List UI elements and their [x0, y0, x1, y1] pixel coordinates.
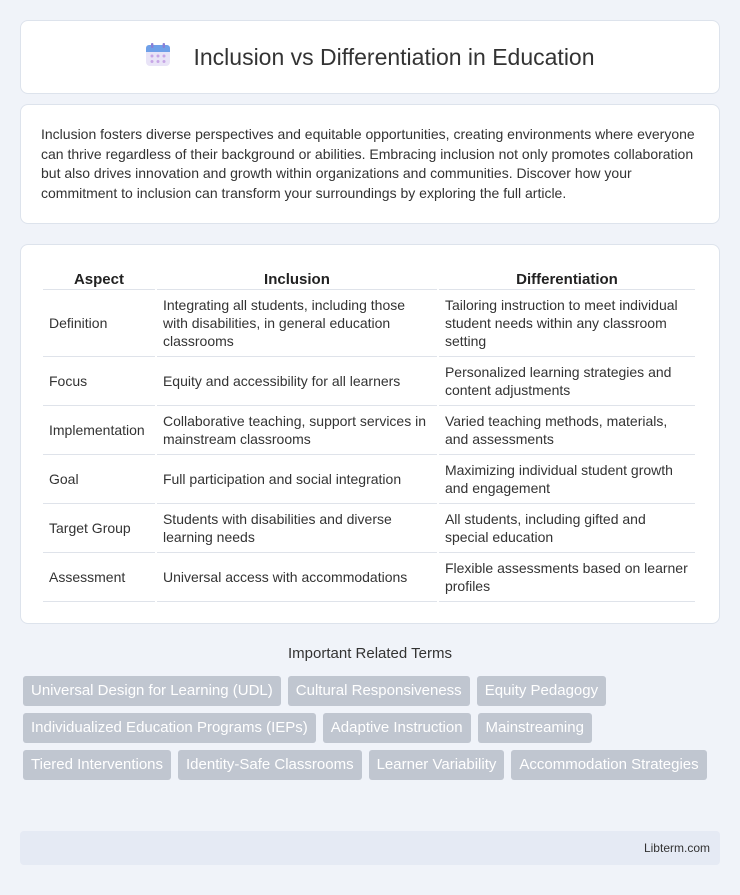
table-cell-inclusion: Integrating all students, including those with disabilities, in general education classrooms: [157, 290, 437, 357]
table-cell-differentiation: Varied teaching methods, materials, and assessments: [439, 406, 695, 455]
related-term-tag[interactable]: Individualized Education Programs (IEPs): [23, 713, 316, 743]
header-card: [20, 20, 720, 94]
related-term-tag[interactable]: Equity Pedagogy: [477, 676, 606, 706]
calendar-icon: [145, 42, 171, 73]
related-term-tag[interactable]: Mainstreaming: [478, 713, 592, 743]
table-row: [43, 290, 695, 357]
column-header-inclusion: Inclusion: [157, 265, 437, 290]
table-cell-aspect: Definition: [43, 290, 155, 357]
table-row: [43, 455, 695, 504]
related-terms-title: Important Related Terms: [288, 645, 452, 662]
table-cell-inclusion: Universal access with accommodations: [157, 553, 437, 602]
table-row: [43, 357, 695, 406]
related-term-tag[interactable]: Learner Variability: [369, 750, 505, 780]
column-header-differentiation: Differentiation: [439, 265, 695, 290]
page-title: Inclusion vs Differentiation in Education: [193, 43, 595, 70]
related-term-tag[interactable]: Accommodation Strategies: [511, 750, 706, 780]
table-row: [43, 553, 695, 602]
comparison-table: [41, 265, 697, 602]
table-cell-differentiation: Maximizing individual student growth and engagement: [439, 455, 695, 504]
related-term-tag[interactable]: Universal Design for Learning (UDL): [23, 676, 281, 706]
table-header-row: [43, 265, 695, 290]
table-cell-differentiation: Flexible assessments based on learner profiles: [439, 553, 695, 602]
table-cell-aspect: Target Group: [43, 504, 155, 553]
table-cell-differentiation: Tailoring instruction to meet individual student needs within any classroom setting: [439, 290, 695, 357]
comparison-table-card: [20, 244, 720, 624]
related-term-tag[interactable]: Cultural Responsiveness: [288, 676, 470, 706]
table-cell-inclusion: Collaborative teaching, support services in mainstream classrooms: [157, 406, 437, 455]
table-row: [43, 504, 695, 553]
related-term-tag[interactable]: Adaptive Instruction: [323, 713, 471, 743]
related-term-tag[interactable]: Identity-Safe Classrooms: [178, 750, 362, 780]
column-header-aspect: Aspect: [43, 265, 155, 290]
table-row: [43, 406, 695, 455]
intro-card: [20, 104, 720, 224]
table-cell-aspect: Focus: [43, 357, 155, 406]
table-cell-differentiation: Personalized learning strategies and content adjustments: [439, 357, 695, 406]
table-cell-inclusion: Full participation and social integration: [157, 455, 437, 504]
related-term-tag[interactable]: Tiered Interventions: [23, 750, 171, 780]
table-cell-inclusion: Equity and accessibility for all learners: [157, 357, 437, 406]
table-cell-aspect: Goal: [43, 455, 155, 504]
footer-site-link[interactable]: Libterm.com: [643, 841, 710, 855]
table-cell-inclusion: Students with disabilities and diverse learning needs: [157, 504, 437, 553]
table-cell-differentiation: All students, including gifted and special education: [439, 504, 695, 553]
intro-text: Inclusion fosters diverse perspectives and equitable opportunities, creating environments where everyone can thrive regardless of their background or abilities. Embracing inclusion not only promotes collaboration but also drives innovation and growth within organizations and communities. Discover how your commitment to inclusion can transform your surroundings by exploring the full article.: [41, 126, 695, 201]
footer: [20, 831, 720, 865]
related-terms-list: [23, 676, 723, 780]
table-cell-aspect: Assessment: [43, 553, 155, 602]
table-cell-aspect: Implementation: [43, 406, 155, 455]
